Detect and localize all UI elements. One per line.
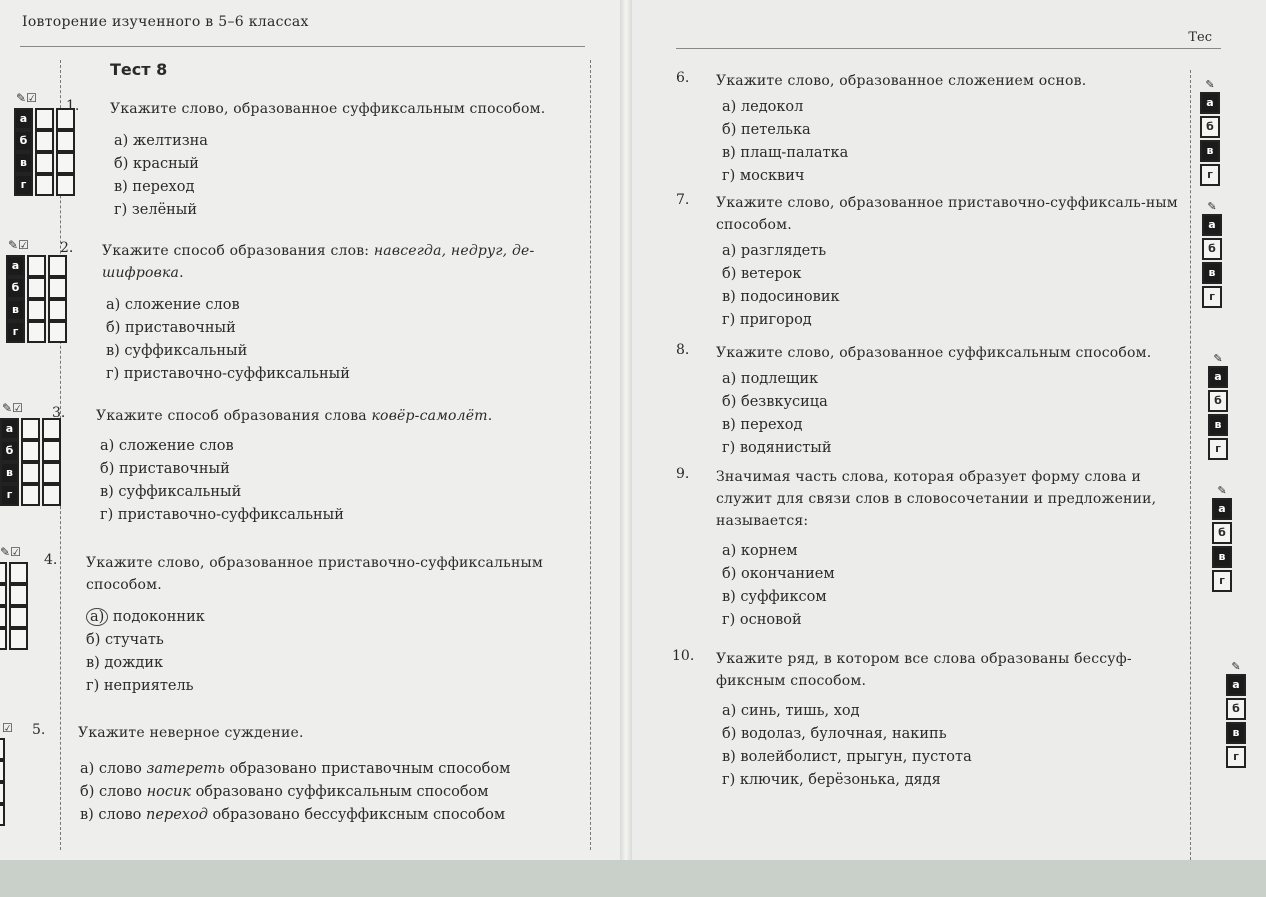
- option-a[interactable]: а) слово затереть образовано приставочным способом: [80, 761, 511, 777]
- pencil-check-icon: ✎☑: [8, 238, 29, 252]
- question-number: 4.: [44, 552, 58, 568]
- circled-answer-mark: а): [86, 608, 108, 626]
- answer-box[interactable]: [27, 321, 46, 343]
- pencil-check-icon: ✎☑: [0, 545, 21, 559]
- question-text: Укажите ряд, в котором все слова образованы бессуф-фиксным способом.: [716, 651, 1132, 689]
- answer-box[interactable]: [56, 174, 75, 196]
- answer-grid-q8: ✎ а б в г: [1208, 352, 1228, 462]
- answer-box[interactable]: [9, 628, 28, 650]
- answer-box[interactable]: [0, 760, 5, 782]
- option-b[interactable]: б) петелька: [722, 122, 811, 138]
- answer-grid-q4: [0, 545, 30, 650]
- option-a[interactable]: а) ледокол: [722, 99, 804, 115]
- question-number: 9.: [676, 466, 690, 482]
- option-g[interactable]: г) приставочно-суффиксальный: [100, 507, 344, 523]
- answer-box[interactable]: [48, 277, 67, 299]
- question-text: Укажите неверное суждение.: [78, 725, 304, 741]
- right-cut-line: [1190, 70, 1191, 860]
- answer-box[interactable]: [35, 108, 54, 130]
- answer-box[interactable]: [48, 321, 67, 343]
- answer-box[interactable]: [27, 299, 46, 321]
- question-text: Укажите слово, образованное приставочно-суффиксаль-ным способом.: [716, 195, 1178, 233]
- answer-box[interactable]: [0, 606, 7, 628]
- option-a[interactable]: а) сложение слов: [100, 438, 234, 454]
- answer-box[interactable]: [0, 738, 5, 760]
- answer-box[interactable]: [0, 628, 7, 650]
- option-g[interactable]: г) пригород: [722, 312, 812, 328]
- option-a[interactable]: а) синь, тишь, ход: [722, 703, 860, 719]
- answer-box[interactable]: [35, 130, 54, 152]
- pencil-icon: ✎: [1213, 352, 1223, 365]
- answer-box[interactable]: [9, 584, 28, 606]
- left-cut-line: [590, 60, 591, 850]
- question-number: 10.: [672, 648, 695, 664]
- option-v[interactable]: в) волейболист, прыгун, пустота: [722, 749, 972, 765]
- answer-box[interactable]: [21, 462, 40, 484]
- pencil-icon: ✎: [1231, 660, 1241, 673]
- option-g[interactable]: г) ключик, берёзонька, дядя: [722, 772, 941, 788]
- option-b[interactable]: б) окончанием: [722, 566, 835, 582]
- answer-box[interactable]: [48, 255, 67, 277]
- option-a[interactable]: а) подоконник: [86, 606, 205, 629]
- option-a[interactable]: а) корнем: [722, 543, 798, 559]
- option-v[interactable]: в) суффиксом: [722, 589, 827, 605]
- question-text: Укажите слово, образованное сложением основ.: [716, 73, 1087, 89]
- answer-box[interactable]: [21, 418, 40, 440]
- answer-box[interactable]: [21, 484, 40, 506]
- option-a[interactable]: а) сложение слов: [106, 297, 240, 313]
- answer-box[interactable]: [21, 440, 40, 462]
- answer-box[interactable]: [42, 462, 61, 484]
- option-a[interactable]: а) желтизна: [114, 133, 208, 149]
- answer-grid-q5: [0, 721, 13, 826]
- question-text: Укажите слово, образованное приставочно-суффиксальным способом.: [86, 555, 543, 593]
- pencil-check-icon: ✎☑: [16, 91, 37, 105]
- answer-box[interactable]: [56, 152, 75, 174]
- question-text: Укажите слово, образованное суффиксальным способом.: [110, 101, 546, 117]
- answer-grid-q10: ✎ а б в г: [1226, 660, 1246, 770]
- question-number: 7.: [676, 192, 690, 208]
- answer-grid-q6: ✎ а б в г: [1200, 78, 1220, 188]
- option-v[interactable]: в) дождик: [86, 655, 164, 671]
- answer-box[interactable]: [27, 277, 46, 299]
- option-v[interactable]: в) слово переход образовано бессуффиксным способом: [80, 807, 506, 823]
- option-a[interactable]: а) подлещик: [722, 371, 819, 387]
- option-b[interactable]: б) стучать: [86, 632, 164, 648]
- check-icon: ☑: [2, 721, 13, 735]
- option-b[interactable]: б) водолаз, булочная, накипь: [722, 726, 947, 742]
- question-number: 3.: [52, 405, 66, 421]
- pencil-icon: ✎: [1205, 78, 1215, 91]
- answer-box[interactable]: [0, 804, 5, 826]
- question-number: 1.: [66, 98, 80, 114]
- pencil-check-icon: ✎☑: [2, 401, 23, 415]
- question-number: 2.: [60, 240, 74, 256]
- answer-box[interactable]: [56, 130, 75, 152]
- option-g[interactable]: г) основой: [722, 612, 802, 628]
- answer-box[interactable]: [9, 606, 28, 628]
- header-divider-right: [676, 48, 1221, 49]
- option-v[interactable]: в) суффиксальный: [100, 484, 242, 500]
- page-gutter: [620, 0, 632, 860]
- option-g[interactable]: г) водянистый: [722, 440, 832, 456]
- answer-grid-q3: ✎☑ а б в г: [0, 418, 63, 506]
- question-text: Значимая часть слова, которая образует форму слова и служит для связи слов в словосочетании и предложении, называется:: [716, 469, 1157, 529]
- page-header-title: Ιовторение изученного в 5–6 классах: [22, 14, 309, 30]
- answer-box[interactable]: [9, 562, 28, 584]
- option-v[interactable]: в) плащ-палатка: [722, 145, 849, 161]
- answer-box[interactable]: [42, 418, 61, 440]
- answer-grid-q1: ✎☑ а б в г: [14, 108, 77, 196]
- option-b[interactable]: б) ветерок: [722, 266, 802, 282]
- option-b[interactable]: б) безвкусица: [722, 394, 828, 410]
- option-b[interactable]: б) слово носик образовано суффиксальным способом: [80, 784, 489, 800]
- answer-grid-q7: ✎ а б в г: [1202, 200, 1222, 310]
- option-b[interactable]: б) приставочный: [100, 461, 230, 477]
- answer-box[interactable]: [35, 174, 54, 196]
- option-b[interactable]: б) красный: [114, 156, 199, 172]
- answer-box[interactable]: [42, 484, 61, 506]
- question-text: Укажите способ образования слов: навсегда, недруг, де-шифровка.: [102, 243, 535, 281]
- option-a[interactable]: а) разглядеть: [722, 243, 827, 259]
- option-g[interactable]: г) москвич: [722, 168, 805, 184]
- answer-grid-q9: ✎ а б в г: [1212, 484, 1232, 594]
- page-header-right: Тес: [1188, 30, 1212, 45]
- test-title: Тест 8: [110, 60, 168, 79]
- question-number: 8.: [676, 342, 690, 358]
- answer-box[interactable]: [35, 152, 54, 174]
- option-g[interactable]: г) зелёный: [114, 202, 198, 218]
- answer-box[interactable]: [48, 299, 67, 321]
- question-text: Укажите способ образования слова ковёр-самолёт.: [96, 408, 493, 424]
- option-g[interactable]: г) неприятель: [86, 678, 194, 694]
- header-divider: [20, 46, 585, 47]
- question-number: 6.: [676, 70, 690, 86]
- option-v[interactable]: в) подосиновик: [722, 289, 840, 305]
- option-v[interactable]: в) суффиксальный: [106, 343, 248, 359]
- pencil-icon: ✎: [1207, 200, 1217, 213]
- answer-box[interactable]: [0, 584, 7, 606]
- answer-box[interactable]: [0, 782, 5, 804]
- question-text: Укажите слово, образованное суффиксальным способом.: [716, 345, 1152, 361]
- option-v[interactable]: в) переход: [722, 417, 803, 433]
- answer-box[interactable]: [27, 255, 46, 277]
- option-g[interactable]: г) приставочно-суффиксальный: [106, 366, 350, 382]
- answer-box[interactable]: [42, 440, 61, 462]
- option-b[interactable]: б) приставочный: [106, 320, 236, 336]
- pencil-icon: ✎: [1217, 484, 1227, 497]
- answer-grid-q2: ✎☑ а б в г: [6, 255, 69, 343]
- answer-box[interactable]: [0, 562, 7, 584]
- option-v[interactable]: в) переход: [114, 179, 195, 195]
- question-number: 5.: [32, 722, 46, 738]
